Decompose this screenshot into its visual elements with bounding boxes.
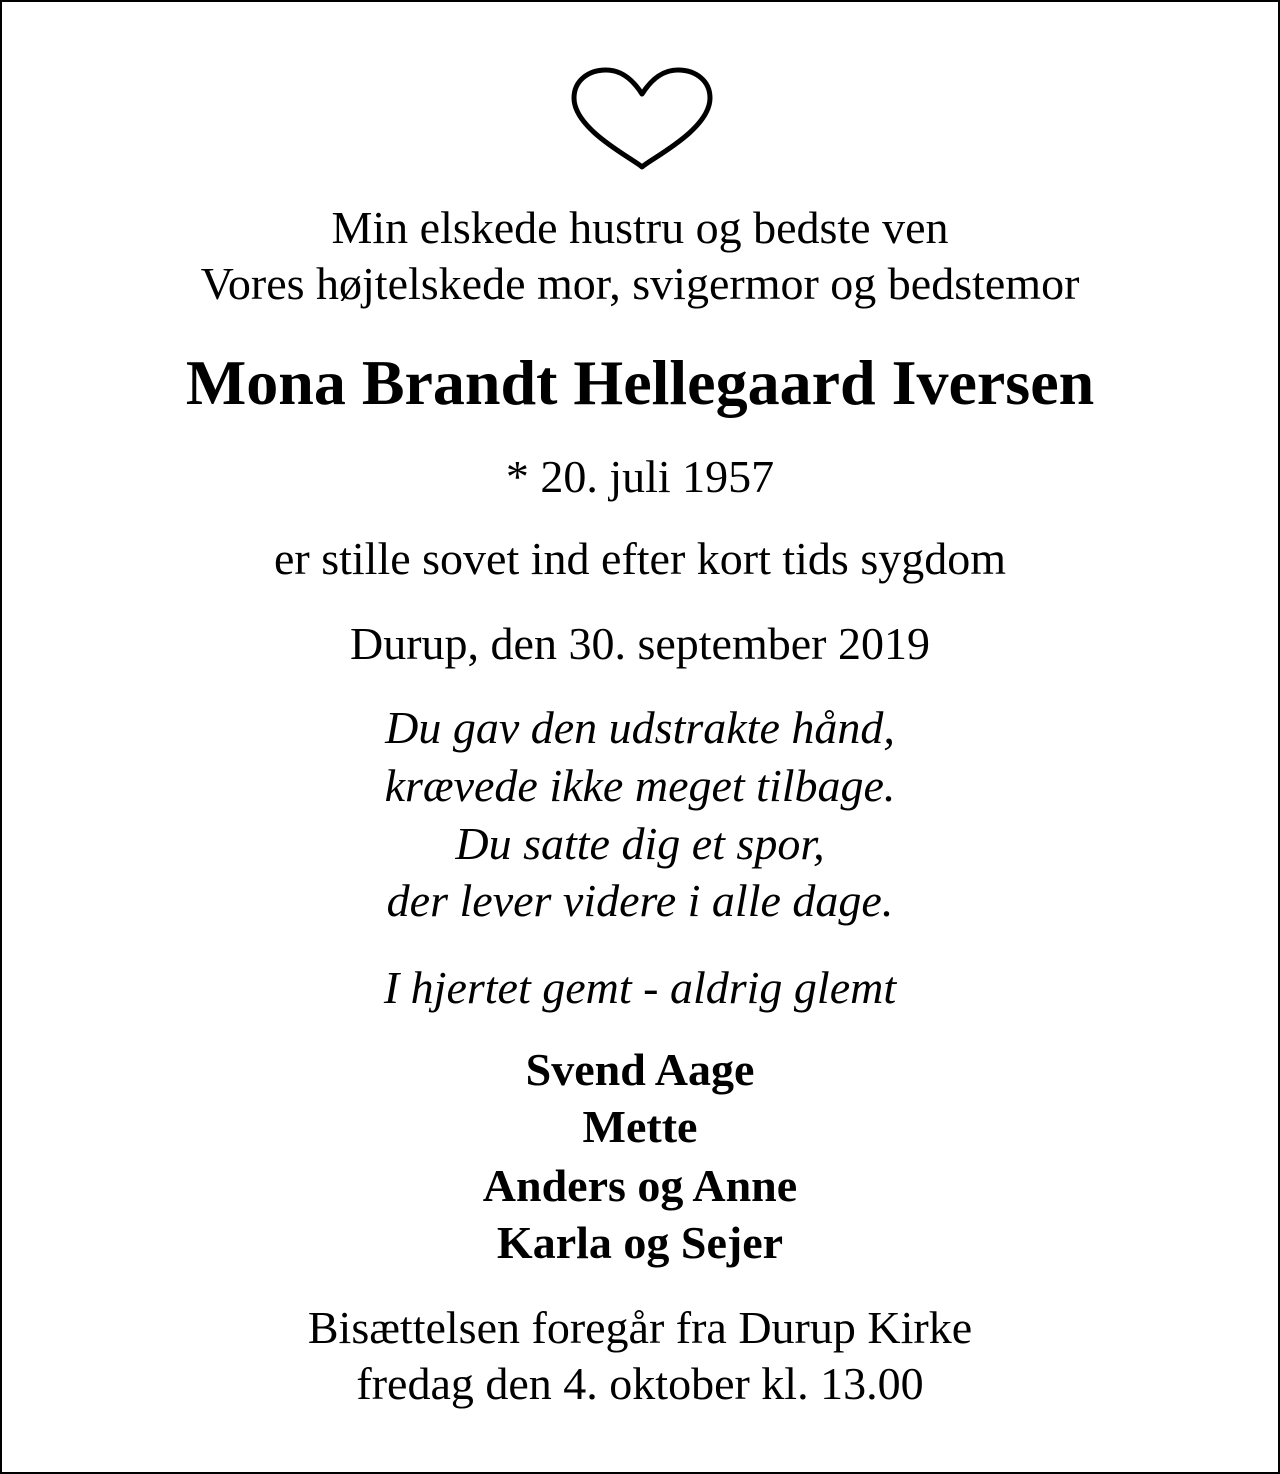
birth-date: * 20. juli 1957: [505, 451, 775, 502]
funeral-line-1: Bisættelsen foregår fra Durup Kirke: [307, 1302, 973, 1353]
family-member-2: Mette: [582, 1101, 698, 1152]
funeral-line-2: fredag den 4. oktober kl. 13.00: [356, 1358, 924, 1409]
verse-line-4: der lever videre i alle dage.: [386, 875, 894, 926]
place-and-date: Durup, den 30. september 2019: [350, 618, 930, 669]
motto-text: I hjertet gemt - aldrig glemt: [383, 962, 897, 1013]
verse-line-3: Du satte dig et spor,: [455, 818, 825, 869]
verse-line-1: Du gav den udstrakte hånd,: [385, 702, 895, 753]
announcement-text: er stille sovet ind efter kort tids sygdom: [273, 533, 1007, 584]
family-member-4: Karla og Sejer: [496, 1217, 784, 1268]
verse-line-2: krævede ikke meget tilbage.: [384, 760, 896, 811]
intro-line-2: Vores højtelskede mor, svigermor og bedstemor: [200, 258, 1080, 309]
heart-icon: [562, 64, 722, 174]
intro-line-1: Min elskede hustru og bedste ven: [331, 202, 949, 253]
family-member-1: Svend Aage: [525, 1044, 755, 1095]
deceased-name: Mona Brandt Hellegaard Iversen: [185, 347, 1095, 418]
family-member-3: Anders og Anne: [482, 1160, 798, 1211]
